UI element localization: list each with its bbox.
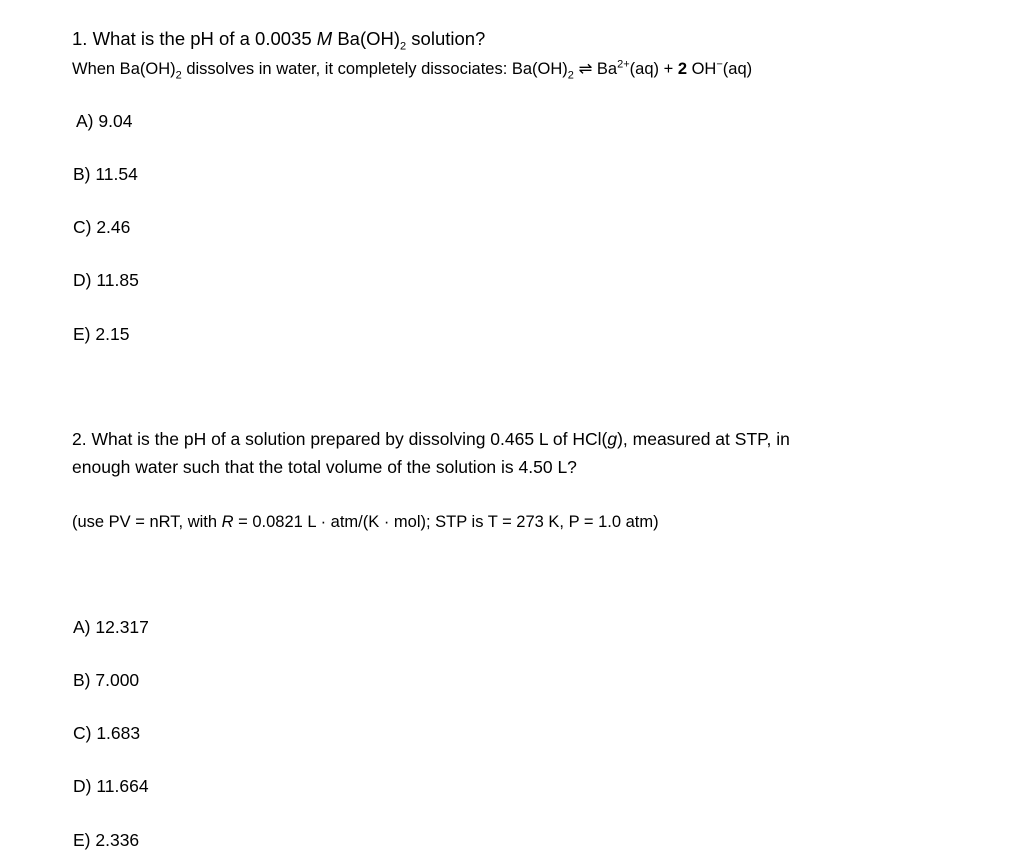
question-1-text: Ba(OH) xyxy=(332,28,401,49)
question-2-hint xyxy=(72,508,659,536)
hint-text: = 0.0821 L · atm/(K · mol); STP is T = 273 K, P = 1.0 atm) xyxy=(233,513,659,531)
q1-option-d[interactable]: D) 11.85 xyxy=(73,270,139,290)
q2-option-e[interactable]: E) 2.336 xyxy=(73,830,140,850)
q2-option-b[interactable]: B) 7.000 xyxy=(73,670,140,690)
subtitle-text: (aq) xyxy=(722,60,753,78)
molarity-symbol: M xyxy=(316,28,333,49)
question-1-text: 1. What is the pH of a 0.0035 xyxy=(72,28,317,49)
q2-option-d[interactable]: D) 11.664 xyxy=(73,776,149,796)
subtitle-text: dissolves in water, it completely dissociates: Ba(OH) xyxy=(181,60,568,78)
q1-option-e[interactable]: E) 2.15 xyxy=(73,324,130,344)
subtitle-text: Ba xyxy=(596,60,618,78)
superscript: 2+ xyxy=(617,58,630,71)
equilibrium-arrow-icon: ⇌ xyxy=(573,60,597,78)
question-1-text: solution? xyxy=(406,28,486,49)
question-1-title xyxy=(72,25,485,53)
q2-option-c[interactable]: C) 1.683 xyxy=(73,723,141,743)
question-1-subtitle xyxy=(72,55,752,83)
q2-option-a[interactable]: A) 12.317 xyxy=(73,617,149,637)
q1-option-b[interactable]: B) 11.54 xyxy=(73,164,138,184)
question-2-text: enough water such that the total volume of the solution is 4.50 L? xyxy=(72,457,577,477)
subtitle-text: (aq) + xyxy=(629,60,678,78)
gas-state-symbol: g xyxy=(607,429,618,449)
subscript: 2 xyxy=(175,69,182,82)
subtitle-text: When Ba(OH) xyxy=(72,60,176,78)
subscript: 2 xyxy=(567,69,574,82)
subscript: 2 xyxy=(400,40,407,53)
coefficient: 2 xyxy=(677,60,687,78)
subtitle-text: OH xyxy=(687,60,717,78)
question-2-text: ), measured at STP, in xyxy=(617,429,790,449)
q1-option-c[interactable]: C) 2.46 xyxy=(73,217,131,237)
superscript: − xyxy=(716,58,723,71)
question-2-title xyxy=(72,425,790,481)
q1-option-a[interactable]: A) 9.04 xyxy=(76,111,133,131)
gas-constant-symbol: R xyxy=(221,513,234,531)
question-2-text: 2. What is the pH of a solution prepared by dissolving 0.465 L of HCl( xyxy=(72,429,608,449)
hint-text: (use PV = nRT, with xyxy=(72,513,222,531)
